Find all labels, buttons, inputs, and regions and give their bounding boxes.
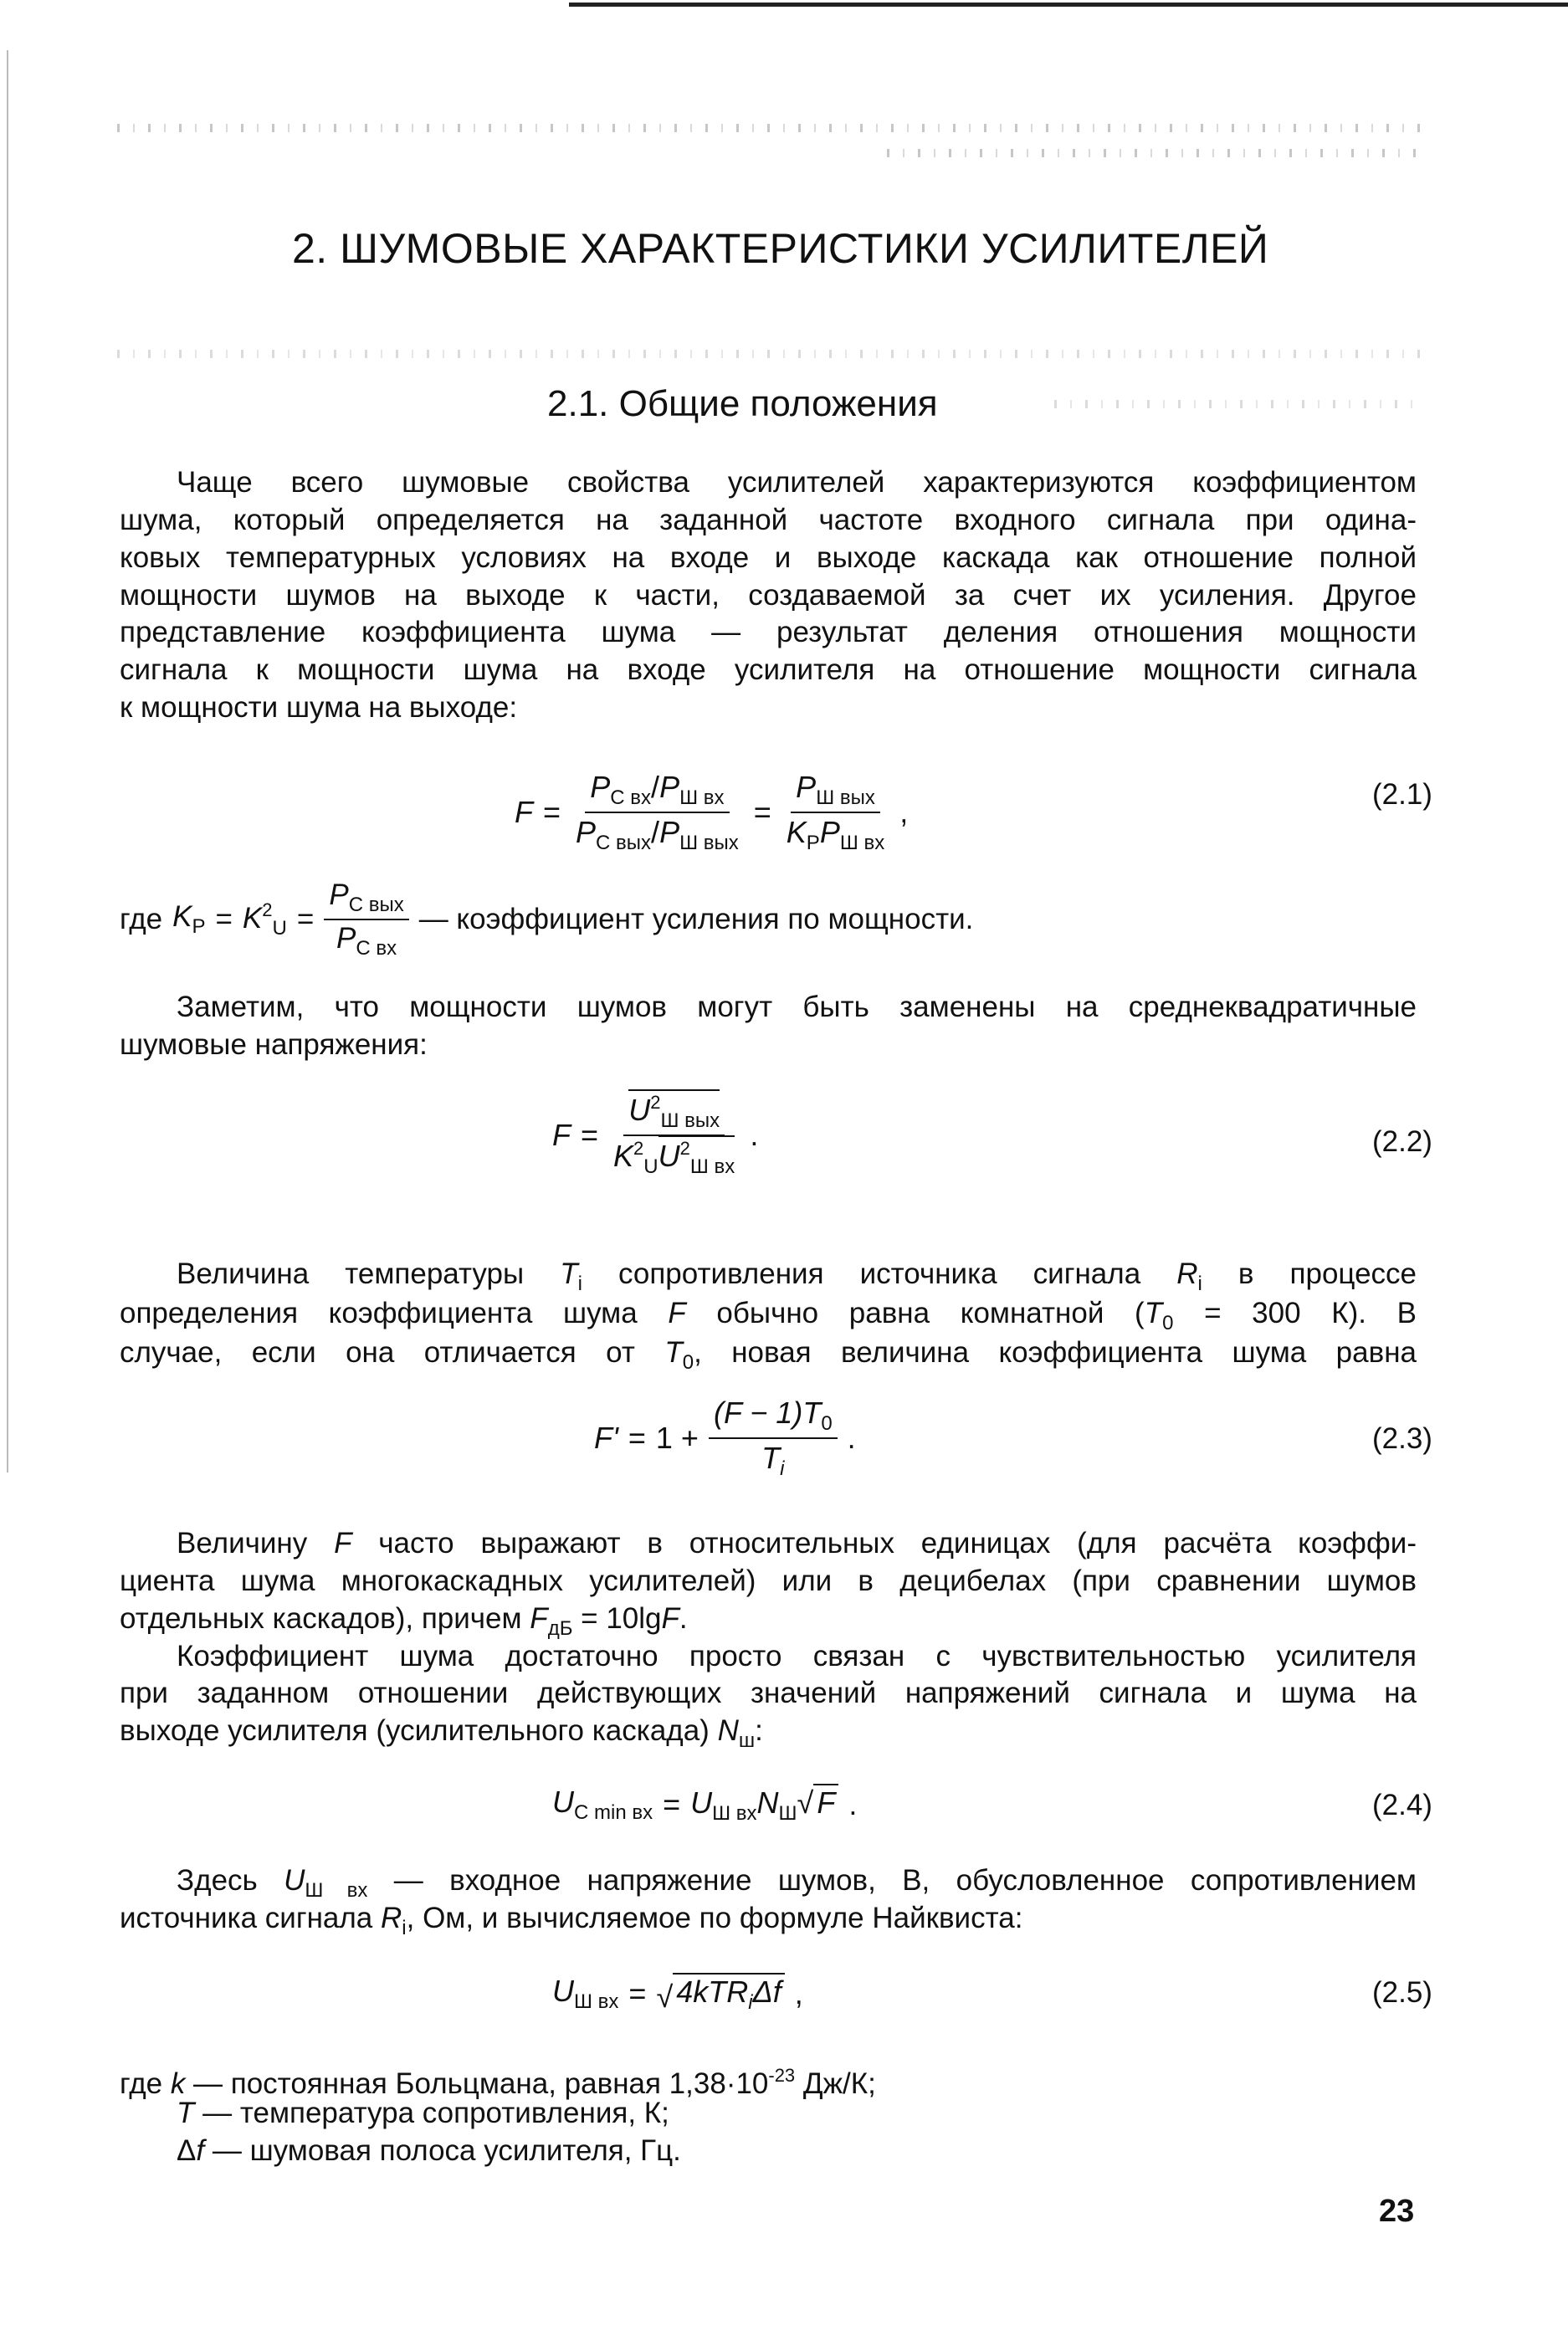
eq-subscript: Ш вых <box>660 1109 720 1132</box>
eq-symbol: U <box>628 1093 651 1127</box>
math-subscript: ш <box>738 1729 756 1752</box>
eq-subscript: Ш вых <box>679 832 739 854</box>
text-run: обычно равна комнатной ( <box>685 1297 1145 1329</box>
text-run: Дж/К; <box>795 2067 876 2100</box>
eq-symbol: (F − 1)T <box>713 1396 822 1430</box>
text-run: — входное напряжение шумов, В, обусловленное сопротивлением <box>367 1864 1417 1897</box>
eq-superscript: 2 <box>262 899 273 920</box>
math-symbol: F <box>334 1527 352 1560</box>
text-run: — температура сопротивления, К; <box>194 2097 669 2129</box>
text-run: циента шума многокаскадных усилителей) или в децибелах (при сравнении шумов <box>120 1565 1417 1597</box>
text-run: случае, если она отличается от <box>120 1336 665 1369</box>
eq-comma: , <box>899 795 909 829</box>
eq-superscript: 2 <box>633 1138 644 1159</box>
paragraph-line <box>120 1675 1417 1712</box>
text-run: Здесь <box>177 1864 284 1897</box>
paragraph-line <box>120 1900 1417 1947</box>
text-run: определения коэффициента шума <box>120 1297 669 1329</box>
math-symbol: F <box>668 1297 686 1329</box>
text-run: шумовые напряжения: <box>120 1028 428 1061</box>
text-run: Величину <box>177 1527 335 1560</box>
math-symbol: T <box>560 1257 578 1290</box>
math-symbol: T <box>1144 1297 1163 1329</box>
paragraph-line <box>120 652 1417 689</box>
math-symbol: F <box>661 1602 679 1635</box>
math-symbol: F <box>530 1602 548 1635</box>
eq-subscript: U <box>643 1155 658 1178</box>
eq-slash: / <box>651 815 660 849</box>
paragraph-line <box>177 1638 1417 1675</box>
text-run: , Ом, и вычисляемое по формуле Найквиста: <box>406 1902 1023 1934</box>
text-run: , новая величина коэффициента шума равна <box>694 1336 1417 1369</box>
text-run: мощности шумов на выходе к части, создаваемой за счет их усиления. Другое <box>120 579 1417 612</box>
equation-number: (2.5) <box>1372 1976 1432 2009</box>
equation-number: (2.1) <box>1372 778 1432 811</box>
paragraph-line <box>120 1563 1417 1600</box>
chapter-title: 2. ШУМОВЫЕ ХАРАКТЕРИСТИКИ УСИЛИТЕЛЕЙ <box>292 225 1269 272</box>
equation-number: (2.2) <box>1372 1125 1432 1158</box>
math-subscript: Ш вх <box>305 1879 368 1902</box>
math-subscript: 0 <box>682 1351 694 1374</box>
eq-comma: , <box>794 1976 803 2010</box>
where-label: где <box>120 903 163 935</box>
math-symbol: R <box>381 1902 402 1934</box>
eq-symbol: F <box>813 1784 838 1821</box>
math-symbol: T <box>177 2097 195 2129</box>
text-run: Чаще всего шумовые свойства усилителей характеризуются коэффициентом <box>177 466 1417 499</box>
scan-noise <box>117 124 1422 132</box>
eq-superscript: 2 <box>650 1092 661 1113</box>
eq-subscript: i <box>780 1457 785 1480</box>
text-run: в процессе <box>1202 1257 1417 1290</box>
math-symbol: T <box>664 1336 683 1369</box>
eq-sign: = <box>628 1976 647 2010</box>
fraction <box>571 770 744 855</box>
paragraph-line <box>120 577 1417 614</box>
eq-dot: . <box>750 1118 759 1152</box>
text-run: отдельных каскадов), причем <box>120 1602 530 1635</box>
eq-sign: = <box>663 1787 681 1821</box>
eq-symbol: P <box>796 770 817 804</box>
eq-symbol: P <box>336 922 356 955</box>
text-run: к мощности шума на выходе: <box>120 691 518 724</box>
eq-symbol: U <box>552 1785 574 1819</box>
eq-subscript: С вх <box>356 937 397 960</box>
text-run: ковых температурных условиях на входе и выходе каскада как отношение полной <box>120 541 1417 574</box>
eq-sign: = <box>581 1118 599 1152</box>
fraction <box>608 1092 740 1179</box>
eq-dot: . <box>848 1787 858 1821</box>
eq-symbol: P <box>659 770 680 804</box>
text-run: сопротивления источника сигнала <box>582 1257 1177 1290</box>
eq-symbol: K <box>172 900 192 933</box>
math-subscript: i <box>577 1273 582 1295</box>
definition-line <box>177 2095 1417 2132</box>
eq-symbol: Δf <box>752 1975 781 2009</box>
eq-subscript: U <box>272 916 287 940</box>
eq-subscript: i <box>748 1991 753 2014</box>
kp-description: — коэффициент усиления по мощности. <box>418 903 974 935</box>
equation-2-4 <box>552 1784 857 1826</box>
paragraph-line <box>120 1713 1417 1759</box>
eq-subscript: С вых <box>596 832 652 854</box>
top-rule <box>569 3 1568 7</box>
text-run: Величина температуры <box>177 1257 561 1290</box>
text-run: где <box>120 2067 171 2100</box>
eq-subscript: Ш вх <box>689 1155 735 1178</box>
fraction <box>709 1396 838 1481</box>
text-run: представление коэффициента шума — результат деления отношения мощности <box>120 616 1417 648</box>
eq-subscript: Ш вх <box>574 1990 619 2013</box>
eq-symbol: T <box>761 1441 781 1475</box>
eq-subscript: Ш <box>778 1802 797 1825</box>
eq-sign: = <box>628 1421 646 1455</box>
eq-subscript: Ш вых <box>816 786 875 809</box>
equation-number: (2.4) <box>1372 1789 1432 1821</box>
eq-sign: = <box>296 903 315 935</box>
paragraph-line <box>120 1334 1417 1381</box>
eq-symbol: P <box>576 815 597 849</box>
eq-symbol: K <box>786 815 807 849</box>
text-run: Δ <box>177 2134 197 2167</box>
math-symbol: k <box>170 2067 186 2100</box>
math-superscript: -23 <box>768 2065 796 2086</box>
math-subscript: дБ <box>547 1617 573 1640</box>
text-run: Заметим, что мощности шумов могут быть заменены на среднеквадратичные <box>177 991 1417 1023</box>
math-symbol: N <box>717 1714 739 1747</box>
equation-2-2 <box>552 1092 758 1179</box>
paragraph-line <box>120 614 1417 651</box>
paragraph-line <box>120 502 1417 539</box>
text-run: при заданном отношении действующих значений напряжений сигнала и шума на <box>120 1677 1417 1709</box>
eq-subscript: Ш вх <box>712 1802 757 1825</box>
eq-symbol: P <box>329 878 349 911</box>
eq-symbol: P <box>590 770 611 804</box>
eq-symbol: F <box>515 795 533 829</box>
text-run: — шумовая полоса усилителя, Гц. <box>204 2134 681 2167</box>
eq-symbol: U <box>690 1785 713 1820</box>
eq-symbol: N <box>756 1785 779 1820</box>
fraction <box>781 770 889 855</box>
scan-noise <box>1054 400 1422 408</box>
text-run: шума, который определяется на заданной частоте входного сигнала при одина- <box>120 504 1417 536</box>
math-symbol: R <box>1176 1257 1198 1290</box>
eq-symbol: U <box>552 1974 574 2008</box>
eq-symbol: P <box>659 815 680 849</box>
text-run: = 10lg <box>572 1602 662 1635</box>
eq-subscript: Ш вх <box>839 832 885 854</box>
scan-noise <box>117 350 1422 358</box>
sqrt-sign: √ 4kTR$_i$Δf <box>656 1973 784 2015</box>
eq-subscript: С вх <box>610 786 652 809</box>
text-run: выходе усилителя (усилительного каскада) <box>120 1714 718 1747</box>
eq-sign: = <box>753 795 771 829</box>
math-subscript: i <box>402 1917 407 1939</box>
kp-definition <box>120 878 973 960</box>
fraction <box>324 878 408 960</box>
eq-term: 1 + <box>655 1421 699 1455</box>
text-run: источника сигнала <box>120 1902 381 1934</box>
math-subscript: 0 <box>1162 1312 1174 1334</box>
definition-line <box>177 2133 1417 2169</box>
eq-sign: = <box>543 795 561 829</box>
eq-symbol: P <box>819 815 840 849</box>
eq-subscript: Ш вх <box>679 786 725 809</box>
paragraph-line <box>120 1027 1417 1063</box>
eq-subscript: 0 <box>821 1412 833 1435</box>
eq-slash: / <box>651 770 660 804</box>
eq-symbol: F' <box>594 1421 618 1455</box>
scan-noise <box>887 149 1422 157</box>
paragraph-line <box>177 1525 1417 1562</box>
page-number: 23 <box>1379 2194 1415 2229</box>
eq-sign: = <box>215 903 233 935</box>
equation-2-3 <box>594 1396 856 1481</box>
equation-number: (2.3) <box>1372 1422 1432 1455</box>
eq-symbol: 4kTR <box>676 1975 749 2009</box>
eq-superscript: 2 <box>679 1138 690 1159</box>
equation-2-5 <box>552 1973 803 2015</box>
eq-dot: . <box>847 1421 856 1455</box>
eq-symbol: K <box>613 1139 634 1173</box>
eq-subscript: C min вх <box>574 1801 653 1824</box>
text-run: часто выражают в относительных единицах (для расчёта коэффи- <box>351 1527 1417 1560</box>
math-subscript: i <box>1197 1273 1202 1295</box>
sqrt-sign: √ F <box>797 1784 839 1821</box>
paragraph-line <box>177 989 1417 1026</box>
text-run: — постоянная Больцмана, равная 1,38·10 <box>185 2067 769 2100</box>
equation-2-1 <box>515 770 908 855</box>
math-symbol: f <box>196 2134 205 2167</box>
text-run: : <box>755 1714 763 1747</box>
section-title: 2.1. Общие положения <box>547 383 938 424</box>
eq-subscript: P <box>806 832 820 854</box>
scan-margin-line <box>7 50 8 1473</box>
eq-symbol: F <box>552 1118 571 1152</box>
text-run: сигнала к мощности шума на входе усилителя на отношение мощности сигнала <box>120 653 1417 686</box>
eq-subscript: С вых <box>348 894 404 916</box>
eq-symbol: U <box>658 1139 680 1173</box>
eq-subscript: P <box>192 915 206 938</box>
paragraph-line <box>120 689 1417 726</box>
text-run: Коэффициент шума достаточно просто связан с чувствительностью усилителя <box>177 1640 1417 1672</box>
paragraph-line <box>177 464 1417 501</box>
paragraph-line <box>120 540 1417 576</box>
text-run: = 300 К). В <box>1173 1297 1417 1329</box>
eq-symbol: K <box>242 901 263 935</box>
math-symbol: U <box>284 1864 305 1897</box>
text-run: . <box>679 1602 688 1635</box>
